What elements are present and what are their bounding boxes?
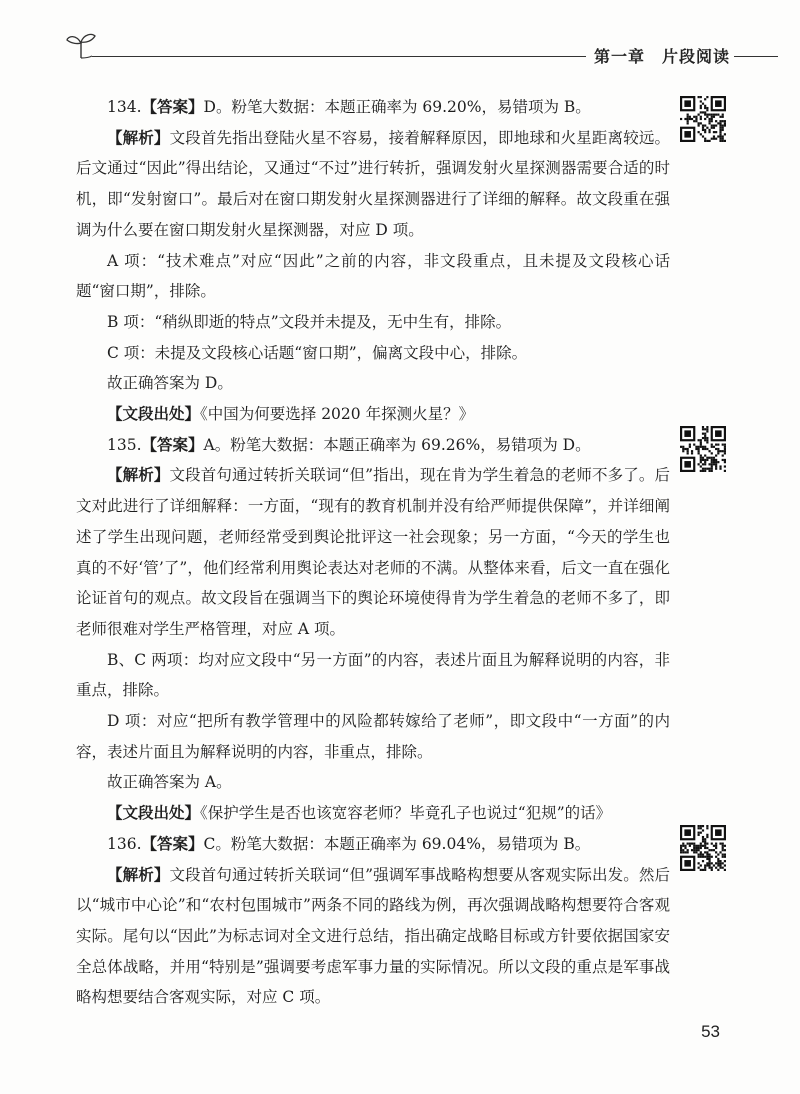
section-tag: 【答案】 [141,834,204,853]
section-tag: 【文段出处】 [107,405,201,424]
paragraph [76,829,670,860]
chapter-title: 第一章 片段阅读 [594,47,731,66]
paragraph [76,767,670,798]
paragraph [76,92,670,123]
paragraph-text: 故正确答案为 A。 [107,773,232,792]
section-tag: 【文段出处】 [107,804,201,823]
paragraph-text: B、C 两项：均对应文段中“另一方面”的内容，表述片面且为解释说明的内容，非重点，排除。 [76,650,670,700]
paragraph [76,246,670,307]
question-number: 134. [107,98,142,116]
paragraph-text: 《保护学生是否也该宽容老师？毕竟孔子也说过“犯规”的话》 [200,804,612,823]
paragraph-text: C。粉笔大数据：本题正确率为 69.04%，易错项为 B。 [203,834,591,853]
paragraph-text: A 项：“技术难点”对应“因此”之前的内容，非文段重点，且未提及文段核心话题“窗口期”，排除。 [76,251,670,301]
page-header [0,0,800,80]
paragraph [76,460,670,644]
qr-code-135-icon[interactable] [680,426,726,472]
paragraph-text: D。粉笔大数据：本题正确率为 69.20%，易错项为 B。 [203,98,591,116]
qr-code-134-icon[interactable] [680,96,726,142]
header-rule-right [734,56,778,57]
section-tag: 【答案】 [141,435,204,454]
paragraph-text: 文段首句通过转折关联词“但”指出，现在肯为学生着急的老师不多了。后文对此进行了详细解释：一方面，“现有的教育机制并没有给严师提供保障”，并详细阐述了学生出现问题，老师经常受到舆论批评这一社会现象；另一方面，“今天的学生也真的不好‘管’了”，他们经常利用舆论表达对老师的不满。从整体来看，后文一直在强化论证首句的观点。故文段旨在强调当下的舆论环境使得肯为学生着急的老师不多了，即老师很难对学生严格管理，对应 A 项。 [76,466,670,638]
section-tag: 【解析】 [107,128,170,147]
paragraph [76,123,670,246]
paragraph-text: B 项：“稍纵即逝的特点”文段并未提及，无中生有，排除。 [107,312,512,331]
qr-code-136-icon[interactable] [680,825,726,871]
paragraph [76,307,670,338]
paragraph-text: A。粉笔大数据：本题正确率为 69.26%，易错项为 D。 [203,435,591,454]
paragraph [76,645,670,706]
page-number: 53 [701,1022,720,1041]
paragraph-text: 文段首先指出登陆火星不容易，接着解释原因，即地球和火星距离较远。后文通过“因此”得出结论，又通过“不过”进行转折，强调发射火星探测器需要合适的时机，即“发射窗口”。最后对在窗口期发射火星探测器进行了详细的解释。故文段重在强调为什么要在窗口期发射火星探测器，对应 D 项。 [76,128,670,239]
section-tag: 【答案】 [141,98,204,116]
question-number: 135. [107,435,142,454]
paragraph-text: 文段首句通过转折关联词“但”强调军事战略构想要从客观实际出发。然后以“城市中心论”和“农村包围城市”两条不同的路线为例，再次强调战略构想要符合客观实际。尾句以“因此”为标志词对全文进行总结，指出确定战略目标或方针要依据国家安全总体战略，并用“特别是”强调要考虑军事力量的实际情况。所以文段的重点是军事战略构想要结合客观实际，对应 C 项。 [76,865,670,1007]
paragraph [76,368,670,399]
paragraph-text: 故正确答案为 D。 [107,374,233,393]
paragraph [76,430,670,461]
paragraph [76,399,670,430]
paragraph [76,860,670,1014]
paragraph-text: 《中国为何要选择 2020 年探测火星？》 [200,405,475,424]
paragraph [76,706,670,767]
paragraph [76,338,670,369]
paragraph [76,798,670,829]
section-tag: 【解析】 [107,466,170,485]
section-tag: 【解析】 [107,865,170,884]
paragraph-text: D 项：对应“把所有教学管理中的风险都转嫁给了老师”，即文段中“一方面”的内容，表述片面且为解释说明的内容，非重点，排除。 [76,712,670,761]
header-rule-left [92,56,586,57]
question-number: 136. [107,834,142,853]
paragraph-text: C 项：未提及文段核心话题“窗口期”，偏离文段中心，排除。 [107,343,528,362]
answer-explanations [76,92,670,1013]
